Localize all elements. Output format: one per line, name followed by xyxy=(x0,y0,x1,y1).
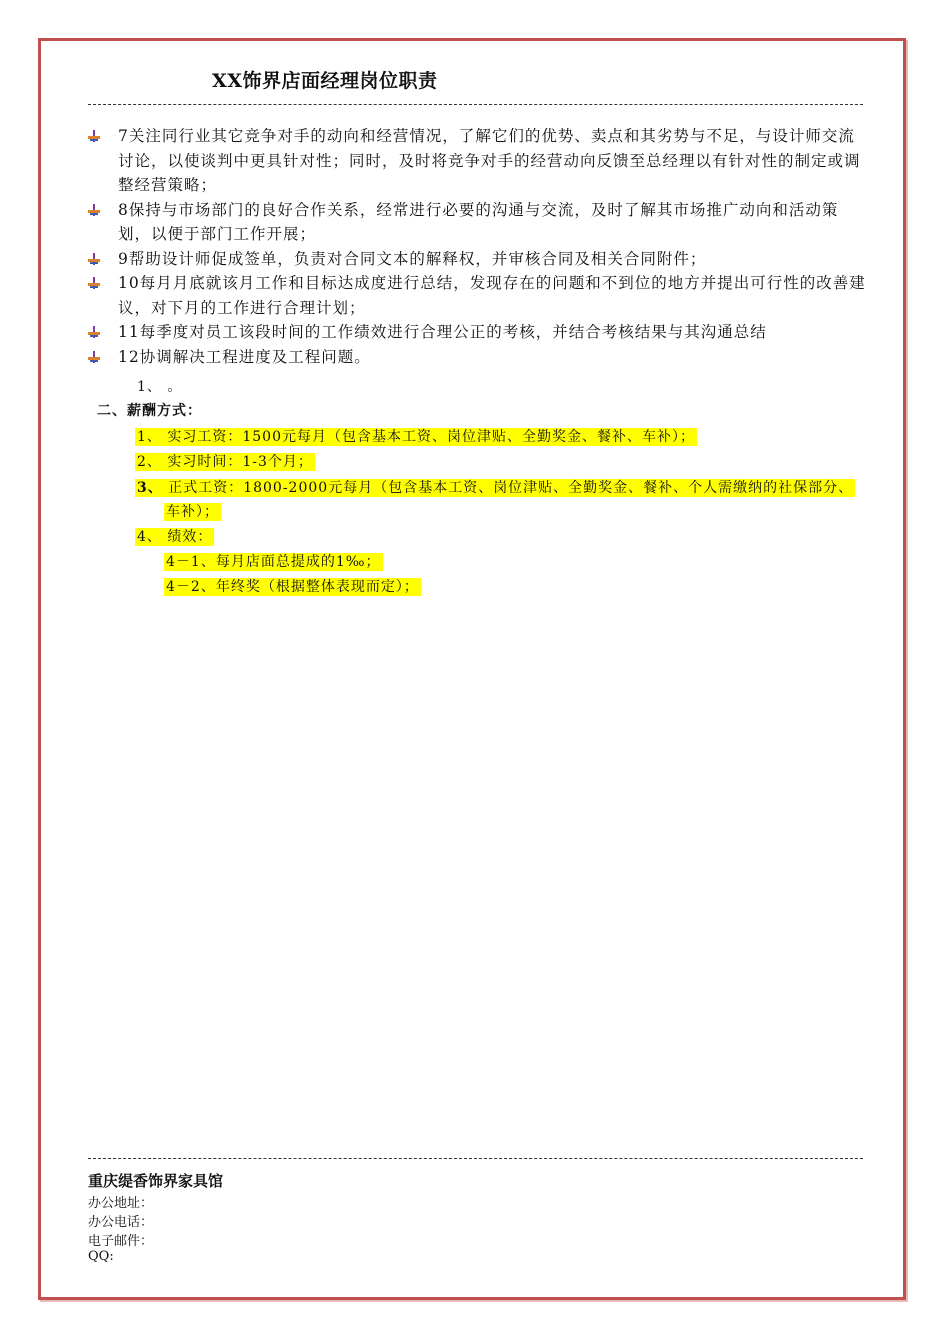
duty-text: 10每月月底就该月工作和目标达成度进行总结，发现存在的问题和不到位的地方并提出可行性的改善建议，对下月的工作进行合理计划； xyxy=(118,274,866,317)
salary-line-3 xyxy=(135,476,870,501)
document-title: XX饰界店面经理岗位职责 xyxy=(212,70,438,92)
duty-text: 9帮助设计师促成签单，负责对合同文本的解释权，并审核合同及相关合同附件； xyxy=(118,249,707,268)
salary-line-4-text: 4、 绩效： xyxy=(137,529,213,545)
bullet-icon xyxy=(88,253,100,265)
duty-item xyxy=(88,247,868,272)
salary-line-3-cont-text: 车补）； xyxy=(166,504,219,520)
bullet-icon xyxy=(88,326,100,338)
salary-line-3-body: 正式工资：1800-2000元每月（包含基本工资、岗位津贴、全勤奖金、餐补、个人需缴纳的社保部分、 xyxy=(162,480,854,496)
salary-line-4-1-text: 4－1、每月店面总提成的1‰； xyxy=(166,554,381,570)
duty-item xyxy=(88,345,868,370)
duty-item xyxy=(88,124,868,198)
office-address: 办公地址： xyxy=(88,1196,154,1211)
duty-text: 8保持与市场部门的良好合作关系，经常进行必要的沟通与交流，及时了解其市场推广动向和活动策划，以便于部门工作开展； xyxy=(118,200,839,243)
duty-text: 7关注同行业其它竞争对手的动向和经营情况，了解它们的优势、卖点和其劣势与不足，与设计师交流讨论，以使谈判中更具针对性；同时，及时将竞争对手的经营动向反馈至总经理以有针对性的制定或调整经营策略； xyxy=(118,127,861,194)
salary-line-4-2-text: 4－2、年终奖（根据整体表现而定）； xyxy=(166,579,419,595)
duty-text: 12协调解决工程进度及工程问题。 xyxy=(118,347,371,366)
bullet-icon xyxy=(88,277,100,289)
duty-list xyxy=(88,124,868,369)
salary-line-2-text: 2、 实习时间：1-3个月； xyxy=(137,454,313,470)
bullet-icon xyxy=(88,130,100,142)
salary-line-1-text: 1、 实习工资：1500元每月（包含基本工资、岗位津贴、全勤奖金、餐补、车补）； xyxy=(137,429,695,445)
salary-line-2 xyxy=(135,451,315,471)
salary-line-3-number: 3、 xyxy=(137,480,163,496)
duty-item xyxy=(88,198,868,247)
duty-item xyxy=(88,271,868,320)
salary-line-1 xyxy=(135,426,697,446)
salary-line-4-1 xyxy=(164,551,383,571)
salary-line-4-2 xyxy=(164,576,421,596)
qq: QQ: xyxy=(88,1249,114,1264)
numbered-stub: 1、 。 xyxy=(137,379,183,395)
salary-heading: 二、薪酬方式： xyxy=(97,403,202,419)
bullet-icon xyxy=(88,351,100,363)
bullet-icon xyxy=(88,204,100,216)
duty-item xyxy=(88,320,868,345)
footer-divider xyxy=(88,1158,863,1159)
salary-line-3-cont xyxy=(164,501,221,521)
salary-line-3-text xyxy=(135,479,855,497)
salary-line-4 xyxy=(135,526,214,546)
company-name: 重庆缇香饰界家具馆 xyxy=(88,1172,224,1190)
office-phone: 办公电话： xyxy=(88,1215,154,1230)
duty-text: 11每季度对员工该段时间的工作绩效进行合理公正的考核，并结合考核结果与其沟通总结 xyxy=(118,323,767,341)
header-divider xyxy=(88,104,863,105)
email: 电子邮件： xyxy=(88,1234,154,1249)
